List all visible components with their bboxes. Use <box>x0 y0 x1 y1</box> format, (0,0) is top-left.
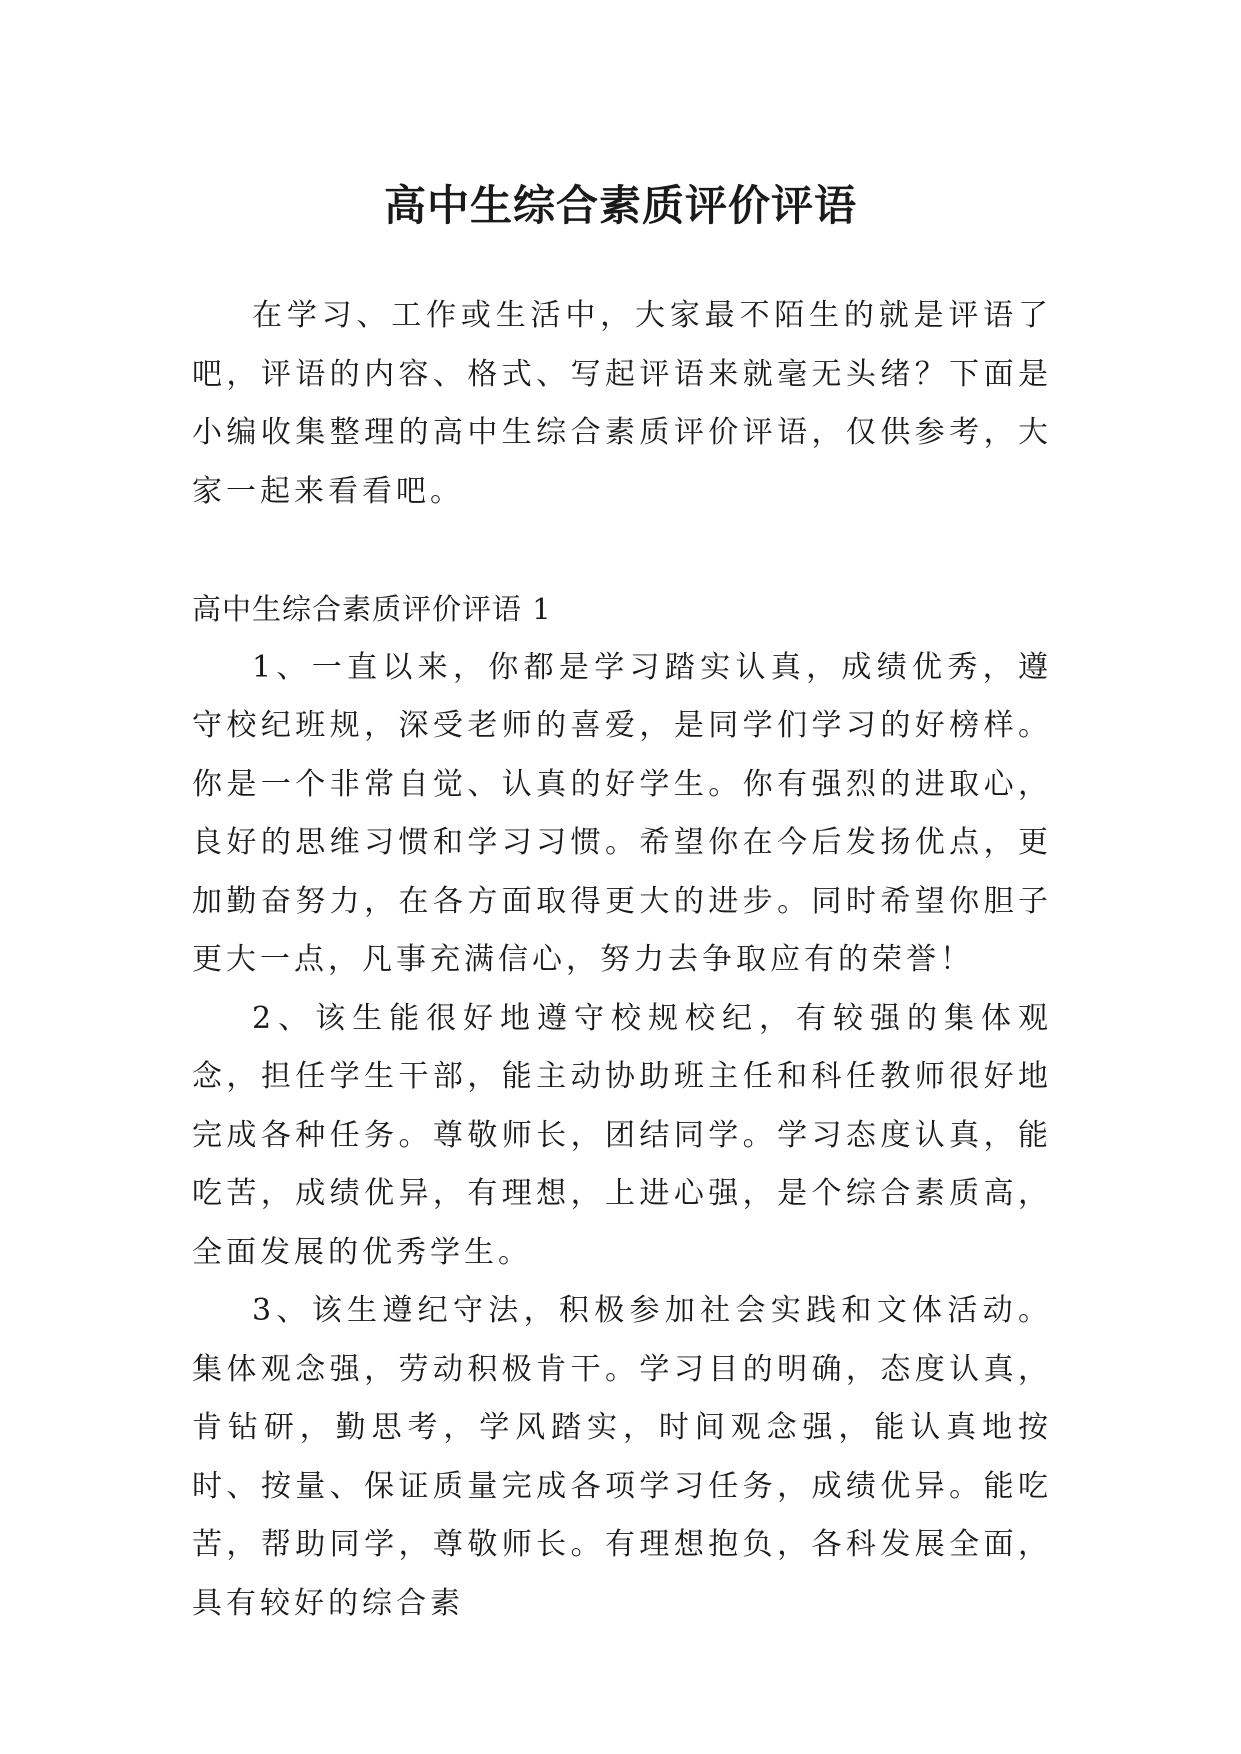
document-body <box>192 287 1052 1633</box>
comment-paragraph-1: 1、一直以来，你都是学习踏实认真，成绩优秀，遵守校纪班规，深受老师的喜爱，是同学们学习的好榜样。你是一个非常自觉、认真的好学生。你有强烈的进取心，良好的思维习惯和学习习惯。希望你在今后发扬优点，更加勤奋努力，在各方面取得更大的进步。同时希望你胆子更大一点，凡事充满信心，努力去争取应有的荣誉！ <box>192 649 1052 977</box>
comment-paragraph-3: 3、该生遵纪守法，积极参加社会实践和文体活动。集体观念强，劳动积极肯干。学习目的明确，态度认真，肯钻研，勤思考，学风踏实，时间观念强，能认真地按时、按量、保证质量完成各项学习任务，成绩优异。能吃苦，帮助同学，尊敬师长。有理想抱负，各科发展全面，具有较好的综合素 <box>192 1293 1052 1621</box>
section-heading: 高中生综合素质评价评语 1 <box>192 592 552 626</box>
intro-paragraph: 在学习、工作或生活中，大家最不陌生的就是评语了吧，评语的内容、格式、写起评语来就毫无头绪？下面是小编收集整理的高中生综合素质评价评语，仅供参考，大家一起来看看吧。 <box>192 298 1052 509</box>
document-title: 高中生综合素质评价评语 <box>383 181 857 231</box>
comment-paragraph-2: 2、该生能很好地遵守校规校纪，有较强的集体观念，担任学生干部，能主动协助班主任和科任教师很好地完成各种任务。尊敬师长，团结同学。学习态度认真，能吃苦，成绩优异，有理想，上进心强，是个综合素质高，全面发展的优秀学生。 <box>192 1000 1052 1270</box>
